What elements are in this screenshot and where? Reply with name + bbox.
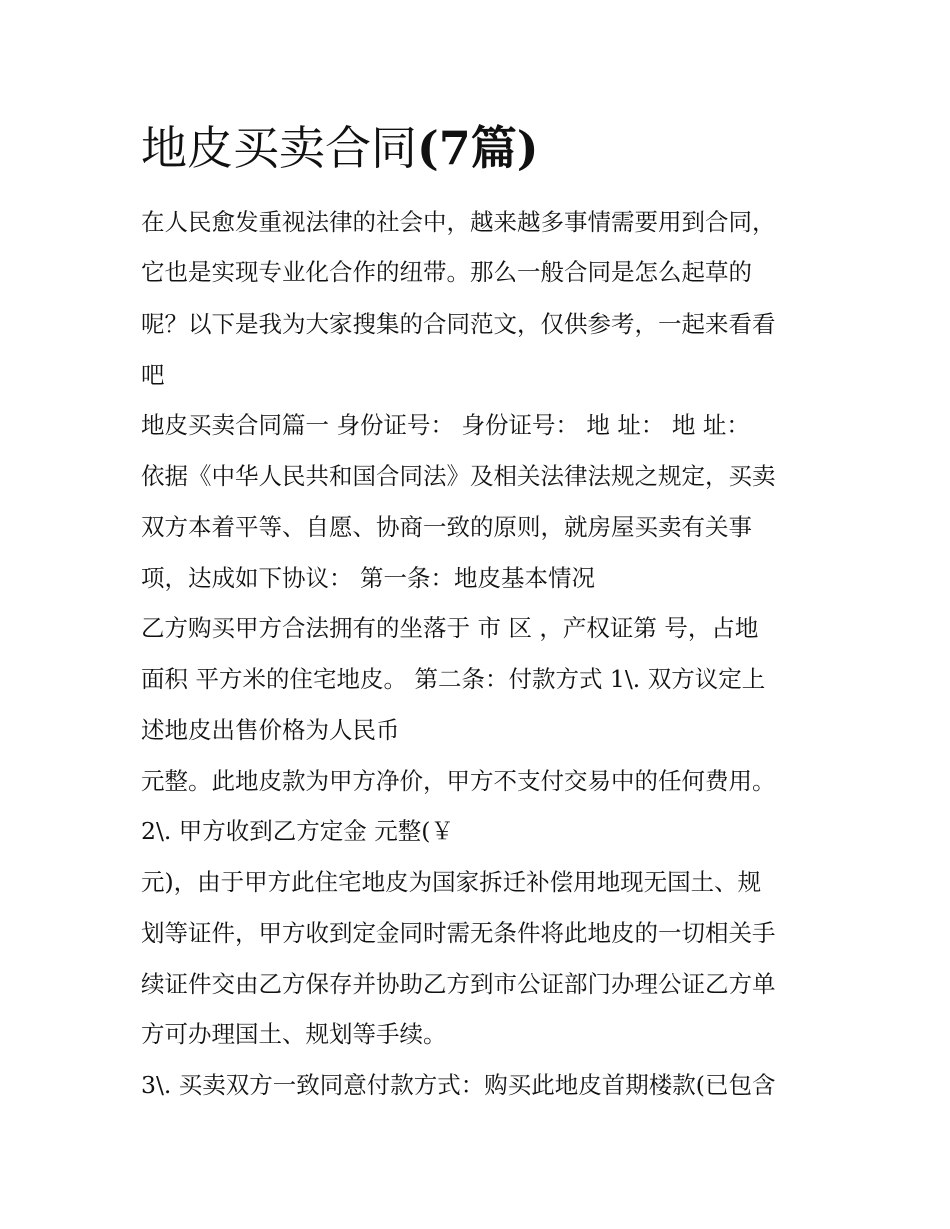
body-line-7: 双方本着平等、自愿、协商一致的原则，就房屋买卖有关事: [141, 513, 752, 541]
body-line-9: 乙方购买甲方合法拥有的坐落于 市 区 ，产权证第 号，占地: [141, 614, 759, 642]
body-line-14: 元)，由于甲方此住宅地皮为国家拆迁补偿用地现无国土、规: [141, 868, 762, 896]
body-line-3: 呢？以下是我为大家搜集的合同范文，仅供参考，一起来看看: [141, 310, 776, 338]
body-line-4: 吧: [141, 361, 165, 389]
body-line-1: 在人民愈发重视法律的社会中，越来越多事情需要用到合同，: [141, 208, 776, 236]
body-line-2: 它也是实现专业化合作的纽带。那么一般合同是怎么起草的: [141, 258, 752, 286]
body-line-18: 3\. 买卖双方一致同意付款方式：购买此地皮首期楼款(已包含: [141, 1071, 776, 1099]
body-line-13: 2\. 甲方收到乙方定金 元整(￥: [141, 817, 454, 845]
body-line-16: 续证件交由乙方保存并协助乙方到市公证部门办理公证乙方单: [141, 970, 776, 998]
body-line-10: 面积 平方米的住宅地皮。 第二条：付款方式 1\. 双方议定上: [141, 665, 766, 693]
body-line-8: 项，达成如下协议： 第一条：地皮基本情况: [141, 564, 595, 592]
body-line-17: 方可办理国土、规划等手续。: [141, 1020, 447, 1048]
body-line-12: 元整。此地皮款为甲方净价，甲方不支付交易中的任何费用。: [141, 767, 776, 795]
body-line-5: 地皮买卖合同篇一 身份证号： 身份证号： 地 址： 地 址：: [141, 411, 750, 439]
document-title: 地皮买卖合同(7篇): [141, 121, 539, 175]
body-line-15: 划等证件，甲方收到定金同时需无条件将此地皮的一切相关手: [141, 919, 776, 947]
body-line-6: 依据《中华人民共和国合同法》及相关法律法规之规定，买卖: [141, 462, 776, 490]
body-line-11: 述地皮出售价格为人民币: [141, 716, 400, 744]
